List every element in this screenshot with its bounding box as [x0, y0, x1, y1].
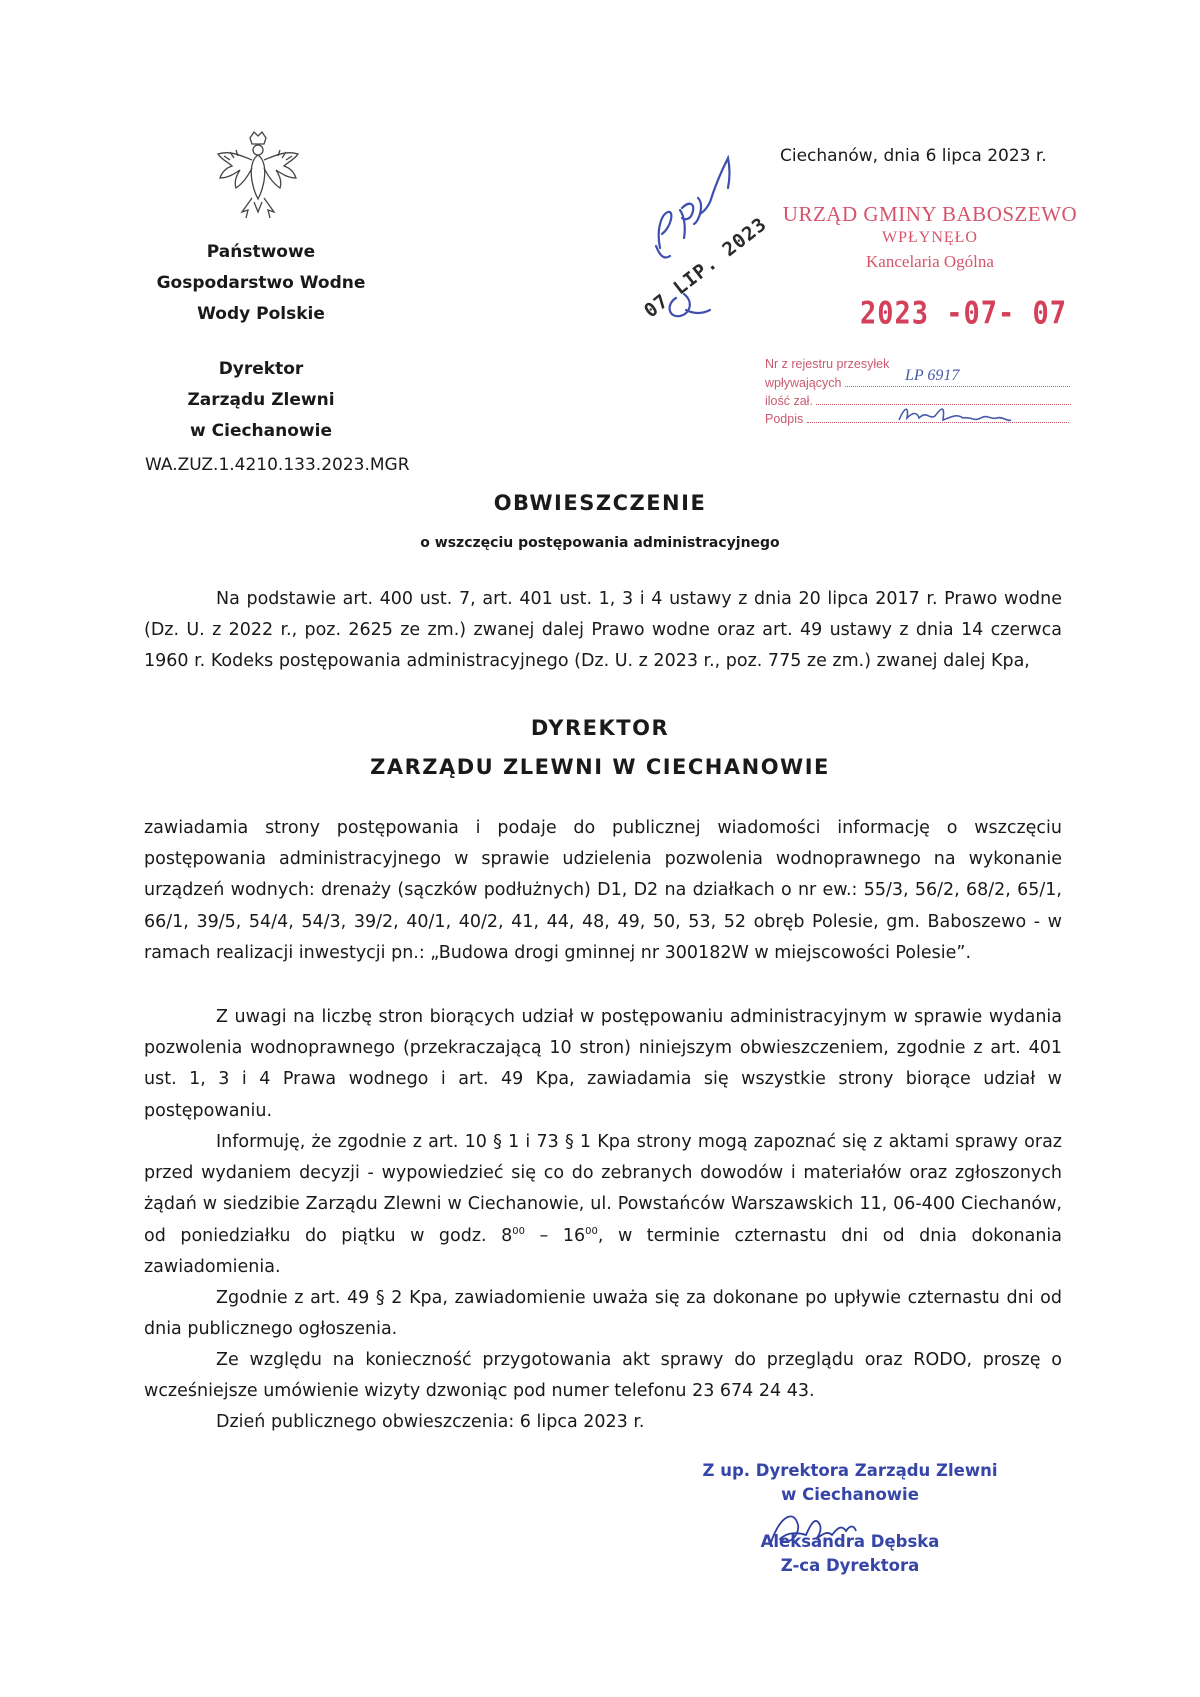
signature-label: Podpis: [765, 412, 804, 426]
signature-line: Z up. Dyrektora Zarządu Zlewni: [702, 1461, 998, 1480]
signature-line: w Ciechanowie: [781, 1485, 919, 1504]
stamp-date: 2023 -07- 07: [860, 295, 1068, 332]
document-title: OBWIESZCZENIE: [493, 491, 707, 515]
organization-name: [130, 237, 392, 330]
authority-line: Dyrektor: [218, 359, 304, 379]
receipt-date-stamp: 07 LIP. 2023: [640, 213, 772, 323]
notice-paragraph: Z uwagi na liczbę stron biorących udział w postępowaniu administracyjnym w sprawie wydania pozwolenia wodnoprawnego (przekraczającą 10 stron) niniejszym obwieszczeniem, zgodnie z art. 401 ust. 1, 3 i 4 Prawa wodnego i art. 49 Kpa, zawiadamia się wszystkie strony biorące udział w postępowaniu.: [144, 1007, 1062, 1121]
authority-line: w Ciechanowie: [190, 421, 332, 441]
register-label: wpływających: [765, 376, 842, 390]
authority-heading: ZARZĄDU ZLEWNI W CIECHANOWIE: [370, 755, 830, 779]
paragraph-text: , w terminie czternastu dni od dnia dokonania zawiadomienia.: [144, 1225, 1062, 1277]
notice-paragraph: Ze względu na konieczność przygotowania akt sprawy do przeglądu oraz RODO, proszę o wcześniejsze umówienie wizyty dzwoniąc pod numer telefonu 23 674 24 43.: [144, 1350, 1062, 1402]
signatory-role: Z-ca Dyrektora: [780, 1556, 920, 1575]
paragraph-text: – 16: [525, 1225, 586, 1246]
hour-superscript: 00: [585, 1225, 598, 1237]
org-line: Gospodarstwo Wodne: [156, 273, 366, 293]
polish-eagle-emblem-icon: [212, 128, 304, 224]
office-received-stamp: [750, 202, 1110, 274]
notice-paragraph: Zgodnie z art. 49 § 2 Kpa, zawiadomienie uważa się za dokonane po upływie czternastu dni od dnia publicznego ogłoszenia.: [144, 1288, 1062, 1340]
notice-paragraph: zawiadamia strony postępowania i podaje do publicznej wiadomości informację o wszczęciu postępowania administracyjnego w sprawie udzielenia pozwolenia wodnoprawnego na wykonanie urządzeń wodnych: drenaży (sączków podłużnych) D1, D2 na działkach o nr ew.: 55/3, 56/2, 68/2, 65/1, 66/1, 39/5, 54/4, 54/3, 39/2, 40/1, 40/2, 41, 44, 48, 49, 50, 53, 52 obręb Polesie, gm. Baboszewo - w ramach realizacji inwestycji pn.: „Budowa drogi gminnej nr 300182W w miejscowości Polesie”.: [144, 818, 1062, 963]
register-number-value: LP 6917: [905, 367, 960, 384]
document-subtitle: o wszczęciu postępowania administracyjnego: [420, 535, 780, 551]
place-and-date: Ciechanów, dnia 6 lipca 2023 r.: [780, 146, 1047, 166]
register-heading: Nr z rejestru przesyłek: [765, 357, 890, 371]
legal-basis-paragraph: Na podstawie art. 400 ust. 7, art. 401 ust. 1, 3 i 4 ustawy z dnia 20 lipca 2017 r. Prawo wodne (Dz. U. z 2022 r., poz. 2625 ze zm.) zwanej dalej Prawo wodne oraz art. 49 ustawy z dnia 14 czerwca 1960 r. Kodeks postępowania administracyjnego (Dz. U. z 2023 r., poz. 775 ze zm.) zwanej dalej Kpa,: [144, 589, 1062, 672]
stamp-office-name: URZĄD GMINY BABOSZEWO: [782, 202, 1078, 226]
hour-superscript: 00: [512, 1225, 526, 1237]
signatory-name: Aleksandra Dębska: [760, 1532, 940, 1551]
publication-date-paragraph: Dzień publicznego obwieszczenia: 6 lipca 2023 r.: [216, 1412, 645, 1432]
case-reference: WA.ZUZ.1.4210.133.2023.MGR: [145, 455, 410, 475]
stamp-chancellery: Kancelaria Ogólna: [866, 252, 994, 271]
attachments-label: ilość zał.: [765, 394, 813, 408]
org-line: Państwowe: [206, 242, 316, 262]
org-line: Wody Polskie: [197, 304, 325, 324]
paragraph-text: Informuję, że zgodnie z art. 10 § 1 i 73 § 1 Kpa strony mogą zapoznać się z aktami sprawy oraz przed wydaniem decyzji - wypowiedzieć się co do zebranych dowodów i materiałów oraz zgłoszonych żądań w siedzibie Zarządu Zlewni w Ciechanowie, ul. Powstańców Warszawskich 11, 06-400 Ciechanów, od poniedziałku do piątku w godz. 8: [144, 1132, 1062, 1246]
notice-paragraph: [144, 1127, 1062, 1283]
register-signature-scrawl-icon: [895, 402, 1045, 428]
stamp-received-label: WPŁYNĘŁO: [882, 229, 978, 246]
authority-heading: DYREKTOR: [530, 716, 670, 740]
authority-line: Zarządu Zlewni: [187, 390, 335, 410]
issuing-authority: [130, 354, 392, 447]
